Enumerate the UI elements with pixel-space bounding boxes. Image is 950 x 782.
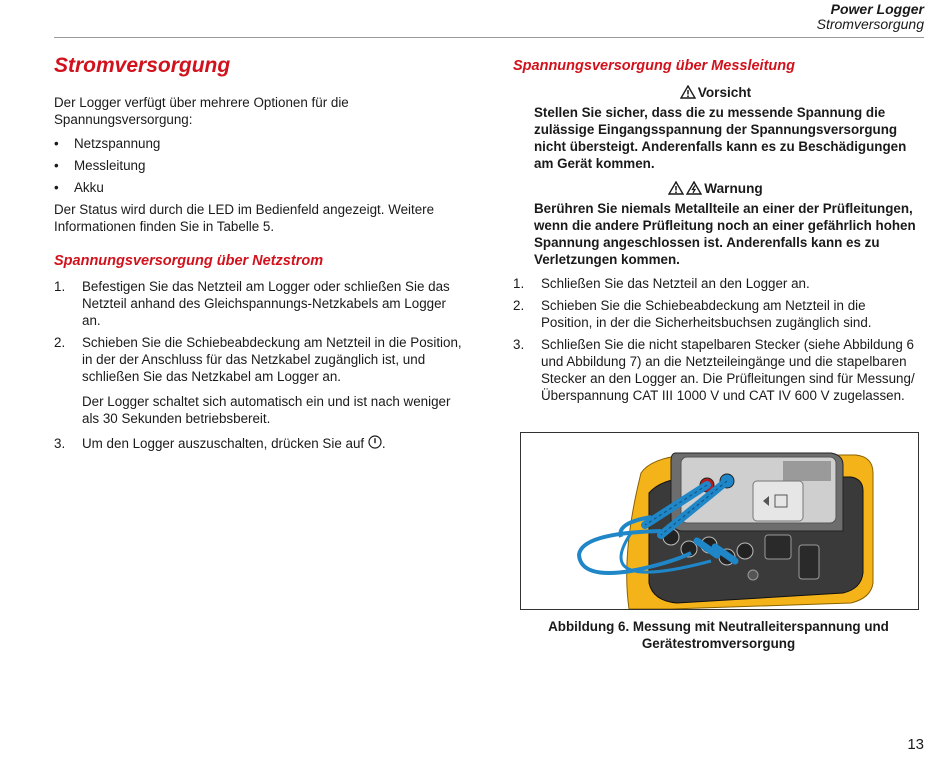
warning-triangle-icon <box>668 181 684 195</box>
step-item <box>54 435 468 452</box>
right-column <box>513 56 918 409</box>
high-voltage-triangle-icon <box>686 181 702 195</box>
caution-label: Vorsicht <box>697 85 752 100</box>
header-rule <box>54 37 924 38</box>
step-text: Befestigen Sie das Netzteil am Logger oder schließen Sie das Netzteil anhand des Gleichspannungs-Netzkabels am Logger an. <box>82 279 450 328</box>
page-title: Stromversorgung <box>54 54 231 77</box>
list-item-label: Akku <box>74 180 104 195</box>
step-text: Schließen Sie die nicht stapelbaren Stecker (siehe Abbildung 6 und Abbildung 7) an die Netzteileingänge und die stapelbaren Stecker an den Logger an. Die Prüfleitungen sind für Messung/ Überspannung CAT III 1000 V und CAT IV 600 V zugelassen. <box>541 337 915 403</box>
caution-block <box>513 84 918 172</box>
status-paragraph: Der Status wird durch die LED im Bedienfeld angezeigt. Weitere Informationen finden Sie in Tabelle 5. <box>54 202 435 234</box>
figure-caption: Abbildung 6. Messung mit Neutralleiterspannung und Gerätestromversorgung <box>548 619 889 651</box>
power-options-list <box>54 135 468 196</box>
caution-text: Stellen Sie sicher, dass die zu messende Spannung die zulässige Eingangsspannung der Spannungsversorgung nicht übersteigt. Anderenfalls kann es zu Beschädigungen am Gerät kommen. <box>534 105 907 171</box>
header-product: Power Logger <box>830 1 924 17</box>
list-item-label: Messleitung <box>74 158 146 173</box>
bullet-icon: • <box>54 136 59 151</box>
step-item <box>513 297 918 331</box>
step-end: . <box>381 436 386 451</box>
header-section: Stromversorgung <box>816 16 924 32</box>
running-header <box>817 2 924 32</box>
mains-steps <box>54 278 468 452</box>
figure-6 <box>520 432 919 610</box>
warning-text: Berühren Sie niemals Metallteile an einer der Prüfleitungen, wenn die andere Prüfleitung noch an einer gefährlich hohen Spannung angeschlossen ist. Anderenfalls kann es zu Verletzungen kommen. <box>534 201 916 267</box>
step-item <box>54 334 468 427</box>
step-number: 3. <box>54 436 66 451</box>
step-text: Um den Logger auszuschalten, drücken Sie auf <box>82 436 365 451</box>
step-item <box>513 336 918 404</box>
step-text: Schieben Sie die Schiebeabdeckung am Netzteil in die Position, in der die Sicherheitsbuchsen zugänglich sind. <box>541 298 872 330</box>
step-number: 2. <box>54 335 66 350</box>
step-item <box>513 275 918 292</box>
step-number: 1. <box>54 279 66 294</box>
list-item <box>54 135 468 152</box>
list-item-label: Netzspannung <box>74 136 161 151</box>
step-number: 3. <box>513 337 525 352</box>
step-text: Schieben Sie die Schiebeabdeckung am Netzteil in die Position, in der der Anschluss für das Netzkabel zugänglich ist, und schließen Sie das Netzkabel am Logger an. <box>82 335 462 384</box>
step-number: 1. <box>513 276 525 291</box>
step-number: 2. <box>513 298 525 313</box>
left-column <box>54 52 468 457</box>
page-number: 13 <box>907 736 924 753</box>
power-button-icon <box>368 435 382 449</box>
warning-triangle-icon <box>680 85 696 99</box>
warning-header <box>513 180 918 198</box>
warning-label: Warnung <box>704 181 763 196</box>
mains-heading: Spannungsversorgung über Netzstrom <box>54 253 324 269</box>
list-item <box>54 157 468 174</box>
step-item <box>54 278 468 329</box>
test-lead-steps <box>513 275 918 404</box>
bullet-icon: • <box>54 158 59 173</box>
logger-test-lead-illustration <box>521 433 918 609</box>
step-text: Schließen Sie das Netzteil an den Logger an. <box>541 276 810 291</box>
test-lead-heading: Spannungsversorgung über Messleitung <box>513 58 795 74</box>
warning-block <box>513 180 918 268</box>
caution-header <box>513 84 918 102</box>
bullet-icon: • <box>54 180 59 195</box>
list-item <box>54 179 468 196</box>
intro-paragraph: Der Logger verfügt über mehrere Optionen für die Spannungsversorgung: <box>54 95 349 127</box>
step-note: Der Logger schaltet sich automatisch ein und ist nach weniger als 30 Sekunden betriebsbereit. <box>82 394 451 426</box>
